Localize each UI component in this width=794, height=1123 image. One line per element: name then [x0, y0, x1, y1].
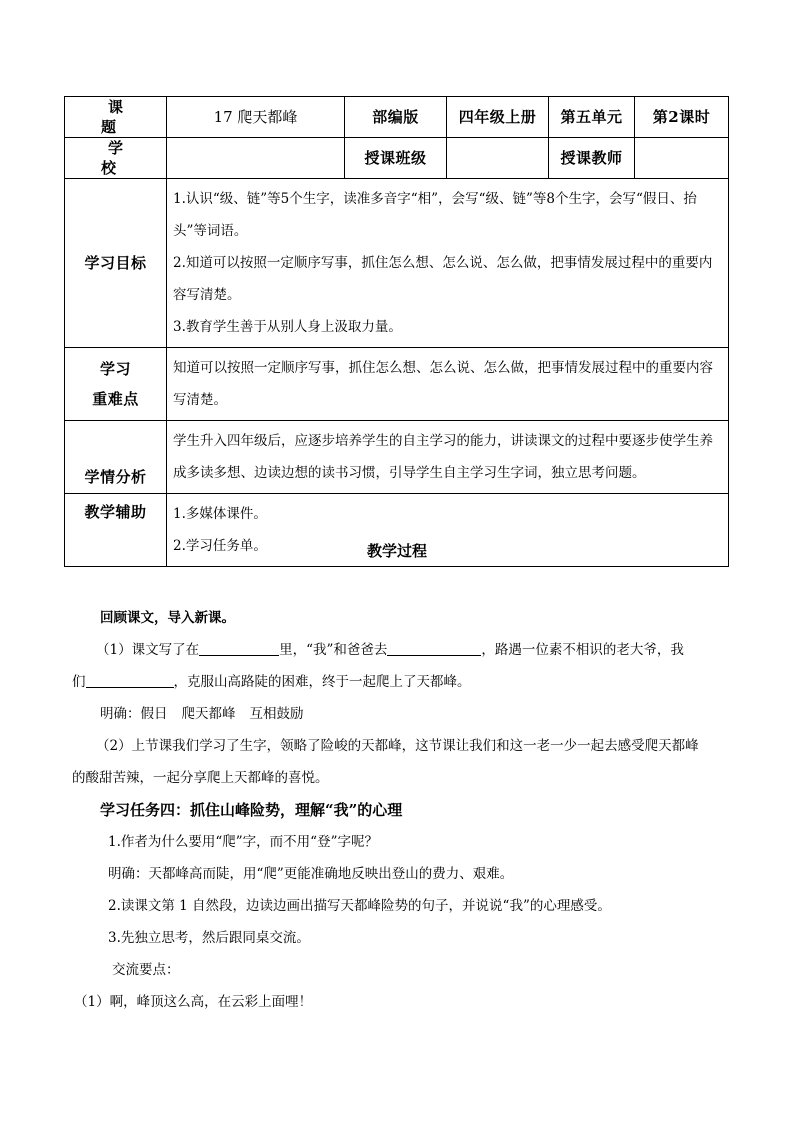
school-value	[167, 138, 345, 179]
fill-blank-1	[199, 640, 279, 656]
key-points-label-line1: 学习	[99, 360, 131, 378]
period-cell: 第2课时	[635, 97, 729, 138]
exchange-point-1: （1）啊，峰顶这么高，在云彩上面哩！	[74, 994, 313, 1010]
answer-item: 假日	[140, 706, 168, 722]
analysis-label: 学情分析	[65, 421, 167, 494]
q1-text: ，路遇一位素不相识的老大爷，我	[481, 642, 684, 658]
table-row-goals	[65, 179, 729, 348]
table-row-school	[65, 138, 729, 179]
question-2-line2: 的酸甜苦辣，一起分享爬上天都峰的喜悦。	[72, 770, 329, 786]
class-label: 授课班级	[345, 138, 447, 179]
exchange-label: 交流要点：	[112, 962, 180, 978]
goals-label: 学习目标	[65, 179, 167, 348]
task-question-2: 2.读课文第 1 自然段，边读边画出描写天都峰险势的句子，并说说“我”的心理感受。	[108, 898, 611, 914]
goals-content	[167, 179, 729, 348]
task-question-1: 1.作者为什么要用“爬”字，而不用“登”字呢？	[108, 834, 378, 850]
question-2-line1: （2）上节课我们学习了生字，领略了险峻的天都峰，这节课让我们和这一老一少一起去感受爬天都峰	[96, 738, 699, 754]
task-answer-1: 明确：天都峰高而陡，用“爬”更能准确地反映出登山的费力、艰难。	[108, 866, 514, 882]
analysis-text: 学生升入四年级后，应逐步培养学生的自主学习的能力，讲读课文的过程中要逐步使学生养成多读多想、边读边想的读书习惯，引导学生自主学习生字词，独立思考问题。	[173, 433, 713, 481]
teacher-label: 授课教师	[549, 138, 635, 179]
q1-text: 们	[72, 674, 86, 690]
goal-item: 3.教育学生善于从别人身上汲取力量。	[173, 319, 402, 335]
q1-text: 里，“我”和爸爸去	[279, 642, 388, 658]
q1-text: （1）课文写了在	[96, 642, 200, 658]
task-4-heading: 学习任务四：抓住山峰险势，理解“我”的心理	[100, 801, 403, 819]
key-points-label	[65, 348, 167, 421]
section-title: 教学过程	[366, 542, 427, 560]
answer-line	[72, 698, 732, 730]
review-heading: 回顾课文，导入新课。	[100, 610, 235, 626]
key-points-text: 知道可以按照一定顺序写事，抓住怎么想、怎么说、怎么做，把事情发展过程中的重要内容写清楚。	[173, 360, 713, 408]
key-points-label-line2: 重难点	[92, 390, 139, 408]
school-label: 学 校	[65, 138, 167, 179]
q1-text: ，克服山高路陡的困难，终于一起爬上了天都峰。	[173, 674, 471, 690]
key-points-content	[167, 348, 729, 421]
aids-label: 教学辅助	[65, 494, 167, 567]
lesson-info-table	[64, 96, 729, 567]
fill-blank-2	[387, 640, 481, 656]
table-row-key-points	[65, 348, 729, 421]
goal-item: 1.认识“级、链”等5个生字，读准多音字“相”，会写“级、链”等8个生字，会写“假日、抬头”等词语。	[173, 191, 697, 239]
aid-item: 2.学习任务单。	[173, 538, 267, 554]
answer-item: 互相鼓励	[249, 706, 304, 722]
answer-label: 明确：	[100, 706, 141, 722]
analysis-content	[167, 421, 729, 494]
question-1-line1	[72, 634, 732, 666]
aid-item: 1.多媒体课件。	[173, 506, 267, 522]
grade-cell: 四年级上册	[447, 97, 549, 138]
class-value	[447, 138, 549, 179]
answer-item: 爬天都峰	[181, 706, 236, 722]
fill-blank-3	[86, 672, 174, 688]
edition-cell: 部编版	[345, 97, 447, 138]
table-row-analysis	[65, 421, 729, 494]
goal-item: 2.知道可以按照一定顺序写事，抓住怎么想、怎么说、怎么做，把事情发展过程中的重要内容写清楚。	[173, 255, 713, 303]
question-1-line2	[72, 666, 732, 698]
teacher-value	[635, 138, 729, 179]
topic-label: 课 题	[65, 97, 167, 138]
table-row-topic	[65, 97, 729, 138]
unit-cell: 第五单元	[549, 97, 635, 138]
task-question-3: 3.先独立思考，然后跟同桌交流。	[108, 930, 310, 946]
teaching-process	[72, 602, 732, 1018]
lesson-title: 17 爬天都峰	[167, 97, 345, 138]
